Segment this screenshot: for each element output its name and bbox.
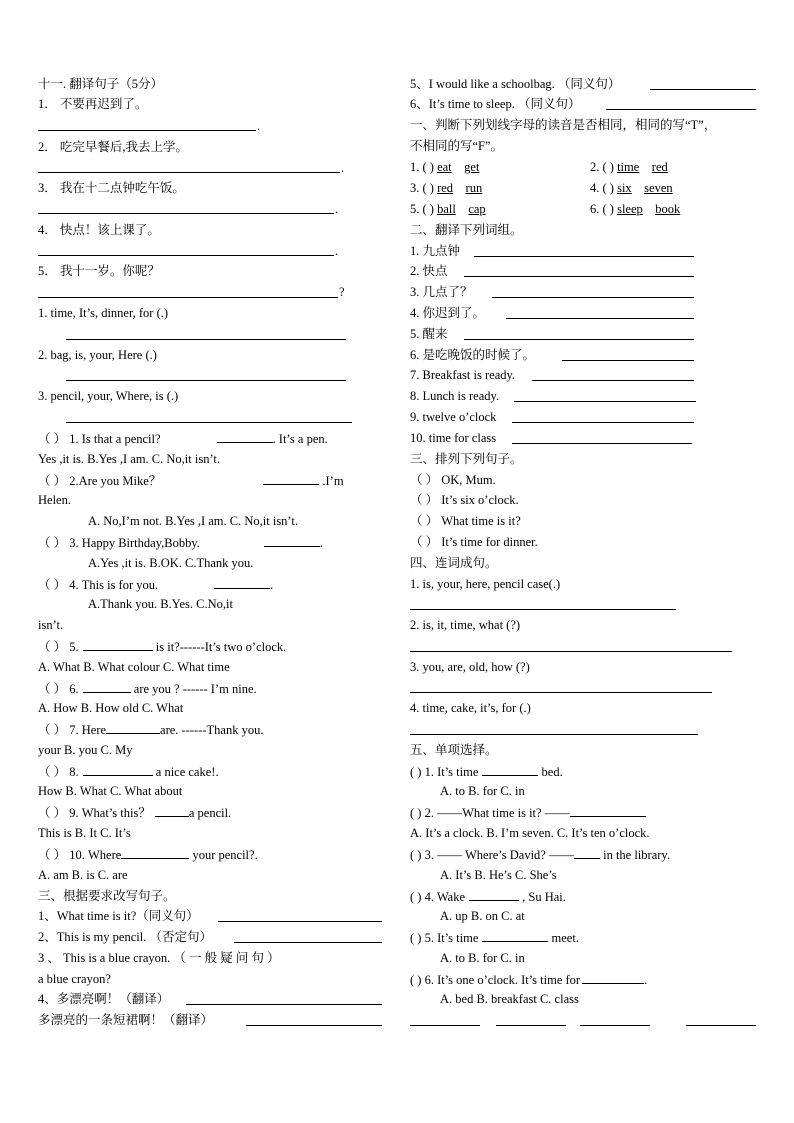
answer-line[interactable] [38, 172, 340, 173]
answer-line[interactable] [410, 609, 676, 610]
mc-q8: （ ） 8. a nice cake!. [38, 765, 219, 779]
answer-line[interactable] [496, 1025, 566, 1026]
answer-line[interactable] [410, 651, 732, 652]
answer-line[interactable] [410, 1025, 480, 1026]
choice-q5: ( ) 5. It’s time meet. [410, 931, 579, 945]
arrange-q4: （ ） It’s time for dinner. [410, 535, 538, 549]
order-q3: 3. pencil, your, Where, is (.) [38, 389, 179, 403]
answer-line[interactable] [218, 921, 382, 922]
phrase-q10: 10. time for class [410, 431, 497, 445]
choice-q1-options: A. to B. for C. in [440, 784, 525, 798]
answer-line[interactable] [686, 1025, 756, 1026]
choice-q6: ( ) 6. It’s one o’clock. It’s time for . [410, 973, 648, 987]
blank[interactable] [83, 680, 131, 693]
answer-line[interactable] [562, 360, 694, 361]
answer-line[interactable] [514, 401, 696, 402]
section-11-title: 十一. 翻译句子（5分） [38, 77, 164, 91]
mc-q7-options: your B. you C. My [38, 743, 133, 757]
translate-q5: 5． 我十一岁。你呢？ [38, 264, 160, 278]
phonics-q6: 6. ( ) sleep book [590, 202, 681, 216]
phrase-q5: 5. 醒来 [410, 327, 448, 341]
answer-line[interactable] [512, 443, 692, 444]
phrase-q9: 9. twelve o’clock [410, 410, 497, 424]
answer-line[interactable] [38, 130, 256, 131]
answer-line[interactable] [464, 339, 694, 340]
answer-line[interactable] [506, 318, 694, 319]
section-3-title: 三、排列下列句子。 [410, 452, 523, 466]
answer-line[interactable] [492, 297, 694, 298]
choice-q3: ( ) 3. —— Where’s David? —— in the library. [410, 848, 670, 862]
answer-line[interactable] [38, 213, 334, 214]
blank[interactable] [217, 430, 273, 443]
answer-line[interactable] [580, 1025, 650, 1026]
phonics-q1: 1. ( ) eat get [410, 160, 480, 174]
combine-q2: 2. is, it, time, what (?) [410, 618, 521, 632]
rewrite-q1: 1、What time is it?（同义句） [38, 909, 199, 923]
section-5-title: 五、单项选择。 [410, 743, 498, 757]
answer-line[interactable] [38, 255, 334, 256]
mc-q7: （ ） 7. Here are. ------Thank you. [38, 723, 264, 737]
answer-line[interactable] [532, 380, 694, 381]
arrange-q2: （ ） It’s six o’clock. [410, 493, 519, 507]
mc-q5-options: A. What B. What colour C. What time [38, 660, 230, 674]
choice-q4-options: A. up B. on C. at [440, 909, 525, 923]
blank[interactable] [574, 846, 600, 859]
choice-q2-options: A. It’s a clock. B. I’m seven. C. It’s ten o’clock. [410, 826, 650, 840]
answer-line[interactable] [246, 1025, 382, 1026]
choice-q1: ( ) 1. It’s time bed. [410, 765, 563, 779]
combine-q3: 3. you, are, old, how (?) [410, 660, 530, 674]
mc-q10: （ ） 10. Where your pencil?. [38, 848, 258, 862]
mc-q1-options: Yes ,it is. B.Yes ,I am. C. No,it isn’t. [38, 452, 220, 466]
blank[interactable] [482, 763, 538, 776]
rewrite-q6: 6、It’s time to sleep. （同义句） [410, 97, 581, 111]
phrase-q8: 8. Lunch is ready. [410, 389, 500, 403]
translate-q4: 4． 快点！该上课了。 [38, 223, 160, 237]
arrange-q1: （ ） OK, Mum. [410, 473, 496, 487]
arrange-q3: （ ） What time is it? [410, 514, 521, 528]
blank[interactable] [264, 534, 320, 547]
phrase-q1: 1. 九点钟 [410, 244, 461, 258]
mc-q6: （ ） 6. are you ? ------ I’m nine. [38, 682, 257, 696]
mc-q2: （ ） 2.Are you Mike？ .I’m [38, 474, 344, 488]
blank[interactable] [106, 721, 160, 734]
section-3-title: 三、根据要求改写句子。 [38, 889, 176, 903]
mc-q5: （ ） 5. is it?------It’s two o’clock. [38, 640, 287, 654]
phrase-q4: 4. 你迟到了。 [410, 306, 486, 320]
answer-line[interactable] [66, 339, 346, 340]
choice-q5-options: A. to B. for C. in [440, 951, 525, 965]
blank[interactable] [263, 472, 319, 485]
mc-q3-options: A.Yes ,it is. B.OK. C.Thank you. [88, 556, 254, 570]
rewrite-q2: 2、This is my pencil. （否定句） [38, 930, 212, 944]
blank[interactable] [582, 971, 644, 984]
blank[interactable] [83, 638, 153, 651]
answer-line[interactable] [474, 256, 694, 257]
answer-line[interactable] [38, 297, 338, 298]
translate-q1: 1． 不要再迟到了。 [38, 97, 148, 111]
answer-line[interactable] [464, 276, 694, 277]
blank[interactable] [469, 888, 519, 901]
phonics-q5: 5. ( ) ball cap [410, 202, 486, 216]
order-q2: 2. bag, is, your, Here (.) [38, 348, 157, 362]
mc-q2-options: A. No,I’m not. B.Yes ,I am. C. No,it isn’t. [88, 514, 298, 528]
phrase-q3: 3. 几点了？ [410, 285, 473, 299]
phrase-q7: 7. Breakfast is ready. [410, 368, 516, 382]
choice-q6-options: A. bed B. breakfast C. class [440, 992, 579, 1006]
section-4-title: 四、连词成句。 [410, 556, 498, 570]
combine-q4: 4. time, cake, it’s, for (.) [410, 701, 531, 715]
choice-q2: ( ) 2. ——What time is it? —— [410, 804, 646, 821]
translate-q2: 2． 吃完早餐后,我去上学。 [38, 140, 189, 154]
answer-line[interactable] [650, 89, 756, 90]
blank[interactable] [214, 576, 270, 589]
mc-q1: （ ） 1. Is that a pencil? . It’s a pen. [38, 432, 328, 446]
mc-q4-options: A.Thank you. B.Yes. C.No,it [88, 597, 233, 611]
rewrite-q5: 多漂亮的一条短裙啊！（翻译） [38, 1013, 214, 1027]
translate-q3: 3． 我在十二点钟吃午饭。 [38, 181, 185, 195]
rewrite-q4: 4、多漂亮啊！（翻译） [38, 992, 170, 1006]
combine-q1: 1. is, your, here, pencil case(.) [410, 577, 561, 591]
mc-q9: （ ） 9. What’s this？ a pencil. [38, 806, 232, 820]
blank[interactable] [482, 929, 548, 942]
phonics-q2: 2. ( ) time red [590, 160, 668, 174]
mc-q3: （ ） 3. Happy Birthday,Bobby. . [38, 536, 324, 550]
phrase-q2: 2. 快点 [410, 264, 448, 278]
mc-q6-options: A. How B. How old C. What [38, 701, 184, 715]
mc-q4: （ ） 4. This is for you. . [38, 578, 274, 592]
order-q1: 1. time, It’s, dinner, for (.) [38, 306, 169, 320]
choice-q3-options: A. It’s B. He’s C. She’s [440, 868, 557, 882]
phonics-q3: 3. ( ) red run [410, 181, 483, 195]
answer-line[interactable] [410, 734, 698, 735]
phrase-q6: 6. 是吃晚饭的时候了。 [410, 348, 536, 362]
answer-line[interactable] [606, 109, 756, 110]
section-1-title: 一、判断下列划线字母的读音是否相同，相同的写“T”， [410, 118, 717, 132]
mc-q10-options: A. am B. is C. are [38, 868, 128, 882]
answer-line[interactable] [66, 380, 346, 381]
rewrite-q3: 3 、 This is a blue crayon. （ 一 般 疑 问 句 ） [38, 951, 280, 965]
answer-line[interactable] [234, 942, 382, 943]
answer-line[interactable] [512, 422, 694, 423]
answer-line[interactable] [186, 1004, 382, 1005]
blank[interactable] [155, 804, 189, 817]
answer-line[interactable] [66, 422, 352, 423]
section-2-title: 二、翻译下列词组。 [410, 223, 523, 237]
mc-q9-options: This is B. It C. It’s [38, 826, 131, 840]
blank[interactable] [83, 763, 153, 776]
blank[interactable] [570, 804, 646, 817]
mc-q8-options: How B. What C. What about [38, 784, 183, 798]
rewrite-q5: 5、I would like a schoolbag. （同义句） [410, 77, 621, 91]
blank[interactable] [121, 846, 189, 859]
phonics-q4: 4. ( ) six seven [590, 181, 673, 195]
answer-line[interactable] [410, 692, 712, 693]
choice-q4: ( ) 4. Wake , Su Hai. [410, 890, 566, 904]
